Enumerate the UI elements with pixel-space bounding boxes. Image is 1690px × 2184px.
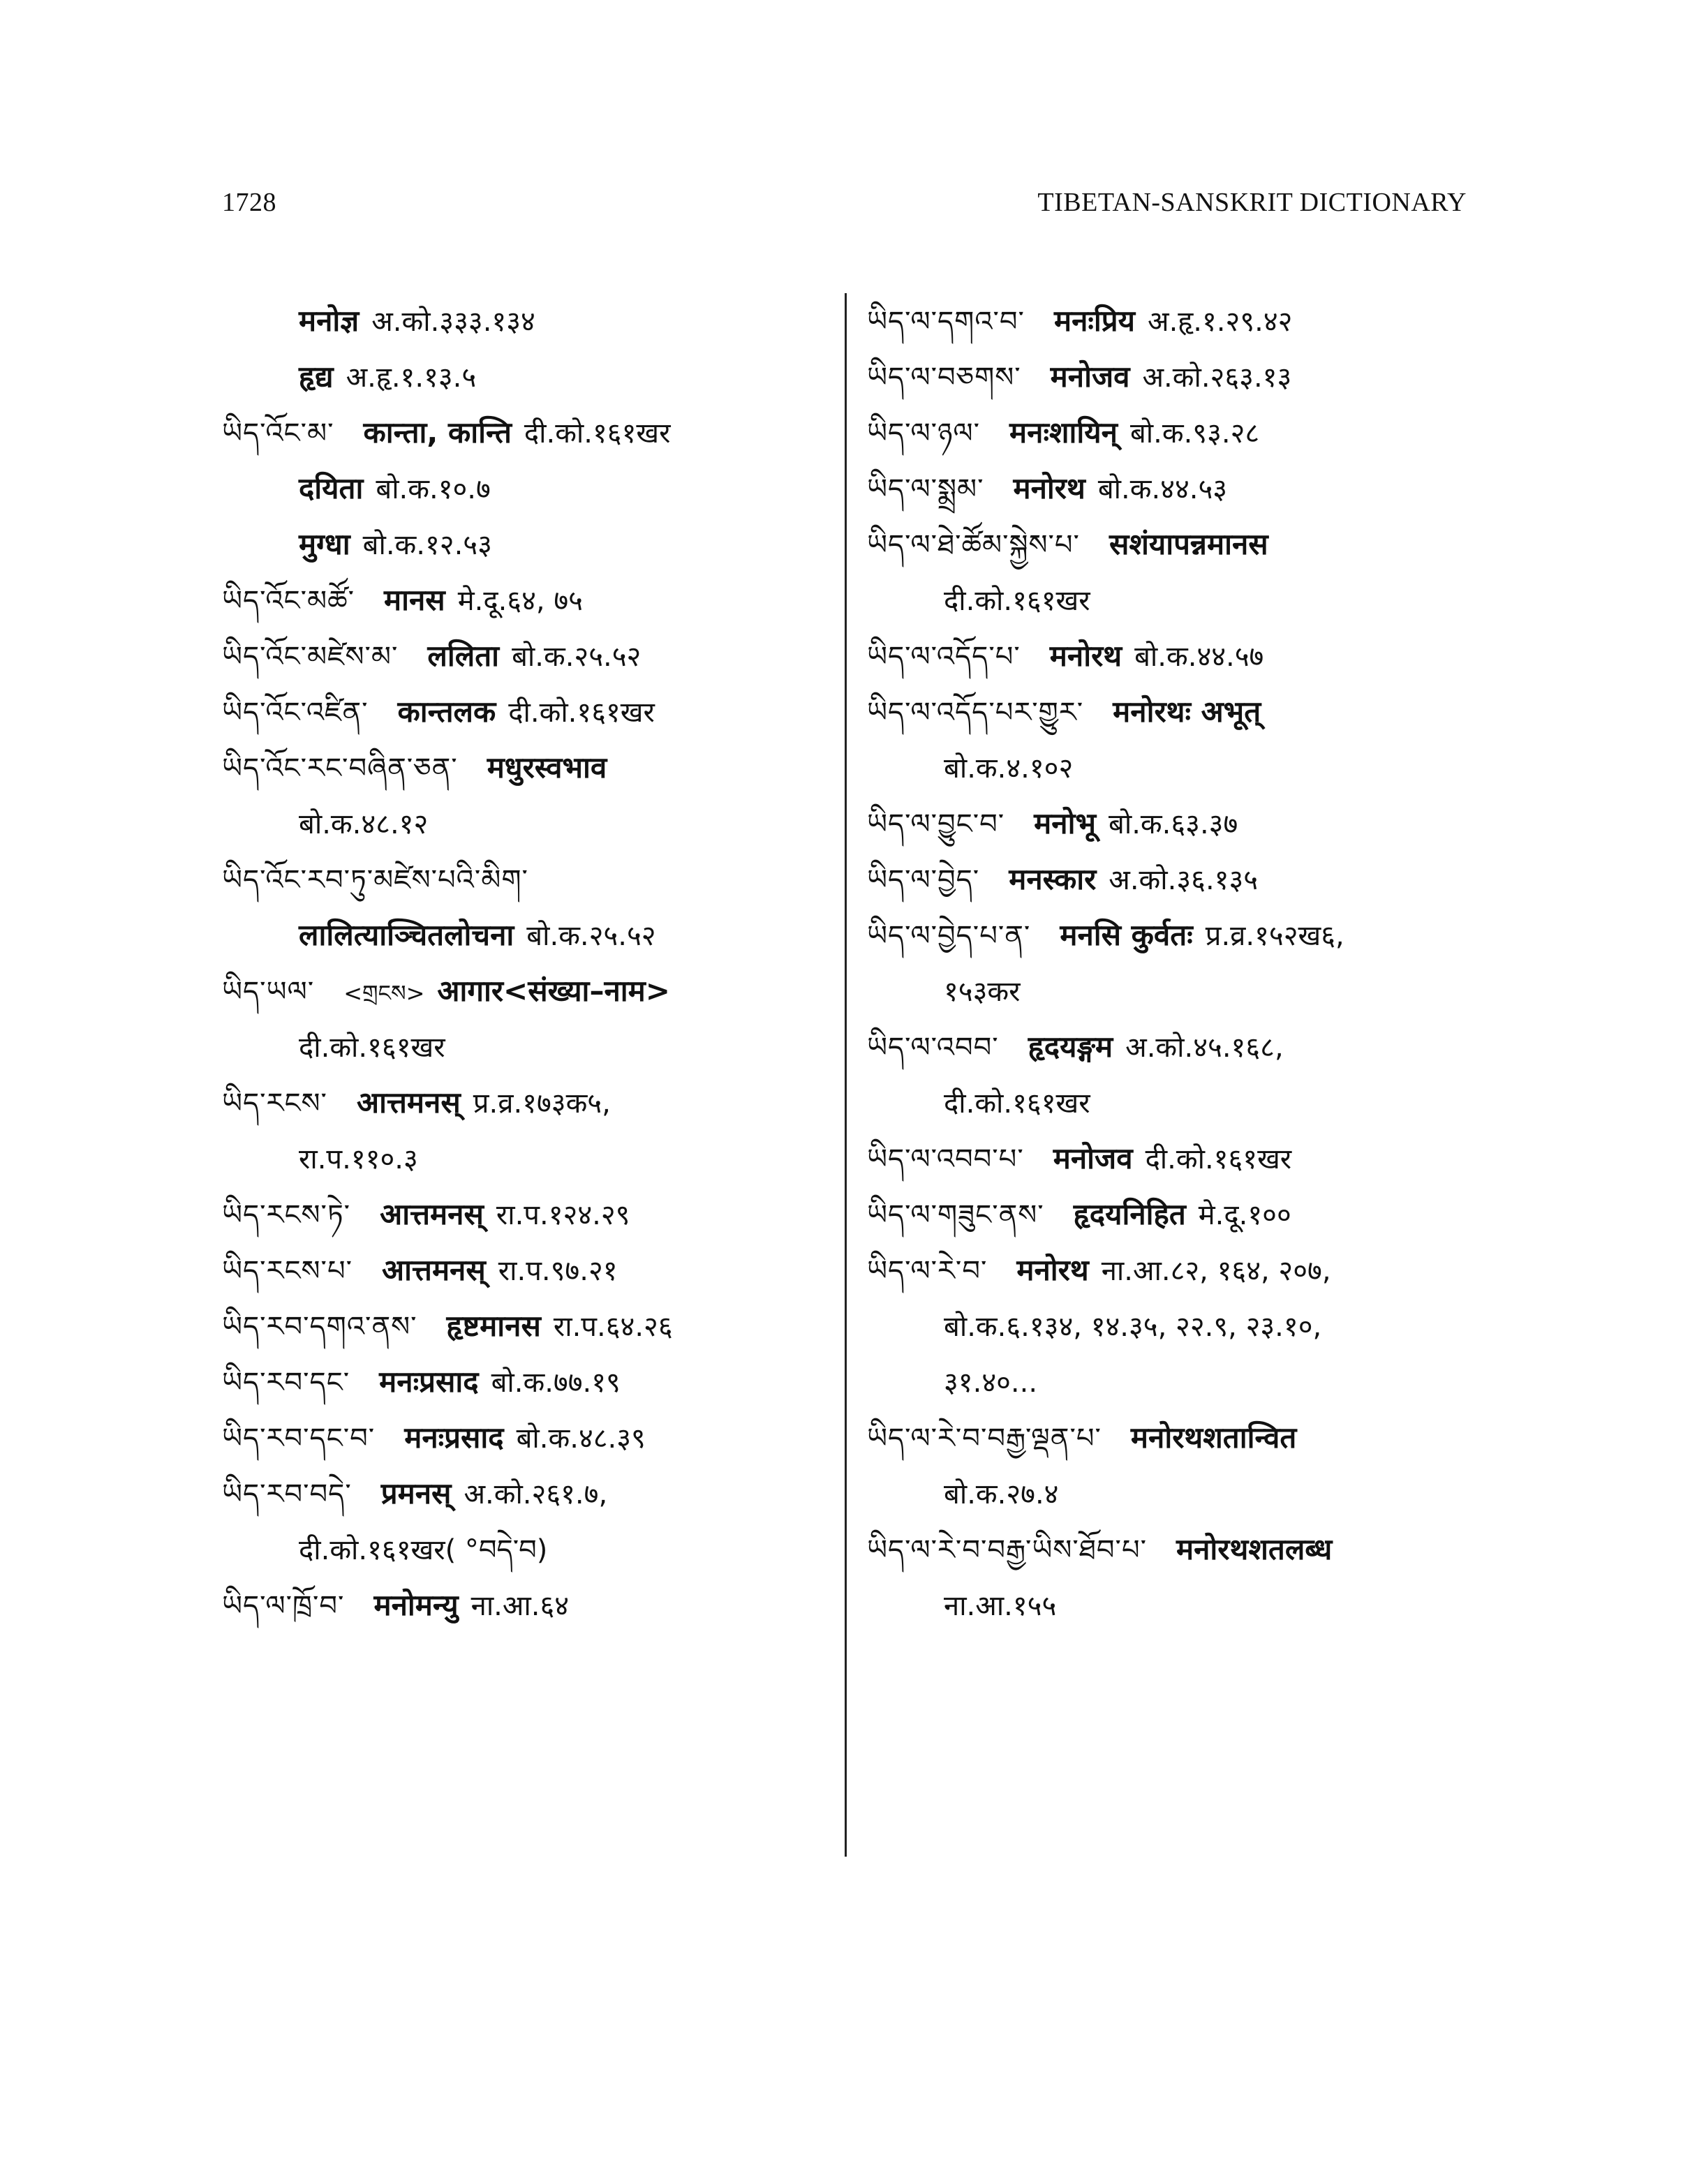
tibetan-headword: ཡིད་རངས་ཏེ་ (222, 1199, 351, 1231)
sanskrit-equivalent: मनोरथ (1049, 639, 1122, 673)
sanskrit-equivalent: मनोभू (1034, 806, 1097, 840)
source-reference: अ.को.३६.१३५ (1109, 864, 1259, 896)
source-reference: बो.क.२७.४ (944, 1478, 1059, 1510)
entry-continuation-line (222, 517, 822, 572)
source-reference: ना.आ.१५५ (944, 1590, 1057, 1622)
entry-continuation-line (222, 461, 822, 517)
tibetan-headword: ཡིད་ལ་བྱེད་པ་ན་ (867, 920, 1031, 952)
page-header (222, 187, 1467, 229)
dictionary-entry (222, 684, 822, 740)
source-reference: बो.क.४८.३९ (516, 1422, 646, 1455)
source-reference: दी.को.१६१खर (299, 1032, 445, 1064)
source-reference: अ.हृ.१.२९.४२ (1148, 306, 1293, 338)
source-reference: बो.क.१२.५३ (362, 529, 492, 561)
sanskrit-equivalent: मनोज्ञ (299, 304, 360, 338)
dictionary-entry (867, 293, 1474, 349)
dictionary-entry (867, 1410, 1474, 1466)
sanskrit-equivalent: दयिता (299, 471, 364, 505)
dictionary-entry (867, 628, 1474, 684)
sanskrit-equivalent: मनोरथशतलब्ध (1176, 1532, 1333, 1566)
tibetan-headword: ཡིད་ལ་ཁྲོ་བ་ (222, 1590, 345, 1622)
entry-continuation-line (867, 740, 1474, 796)
sanskrit-equivalent: मनोजव (1053, 1141, 1133, 1175)
sanskrit-equivalent: मनोरथः अभूत् (1113, 694, 1261, 729)
dictionary-entry (222, 572, 822, 628)
source-reference: १५३कर (944, 976, 1021, 1008)
dictionary-entry (867, 405, 1474, 461)
sanskrit-equivalent: मधुरस्वभाव (487, 750, 607, 785)
source-reference: बो.क.६.१३४, १४.३५, २२.९, २३.१०, (944, 1311, 1322, 1343)
entry-continuation-line (867, 1577, 1474, 1633)
sanskrit-equivalent: आत्तमनस् (380, 1197, 484, 1231)
dictionary-entry (867, 907, 1474, 963)
source-reference: बो.क.४४.५३ (1097, 473, 1228, 505)
source-reference: बो.क.७७.१९ (491, 1367, 621, 1399)
tibetan-headword: ཡིད་འོང་འཛིན་ (222, 697, 369, 729)
column-divider (845, 293, 847, 1857)
dictionary-entry (867, 1242, 1474, 1298)
source-reference: दी.को.१६१खर (1145, 1143, 1292, 1175)
dictionary-entry (222, 1298, 822, 1354)
dictionary-entry (222, 405, 822, 461)
source-reference: बो.क.९३.२८ (1129, 417, 1260, 450)
entry-continuation-line (867, 1075, 1474, 1131)
dictionary-entry (867, 684, 1474, 740)
tibetan-headword: ཡིད་འོང་མཛེས་མ་ (222, 641, 399, 673)
dictionary-entry (867, 1019, 1474, 1075)
tibetan-headword: ཡིད་རབ་དང་བ་ (222, 1422, 376, 1455)
sanskrit-equivalent: सशंयापन्नमानस (1109, 527, 1268, 561)
tibetan-headword: ཡིད་འོང་མཚོ་ (222, 585, 355, 617)
tibetan-headword: ཡིད་འོང་མ་ (222, 417, 334, 450)
entry-continuation-line (222, 1131, 822, 1187)
source-reference: बो.क.४.१०२ (944, 752, 1074, 785)
tibetan-headword: ཡིད་རབ་དགའ་ནས་ (222, 1311, 417, 1343)
entry-continuation-line (867, 572, 1474, 628)
running-title: TIBETAN-SANSKRIT DICTIONARY (1037, 188, 1467, 217)
dictionary-entry (222, 1577, 822, 1633)
source-reference: बो.क.४८.१२ (299, 808, 429, 840)
sanskrit-equivalent: मानस (384, 583, 445, 617)
tibetan-headword: ཡིད་ལ་ཐེ་ཚོམ་སྐྱེས་པ་ (867, 529, 1080, 561)
source-reference: प्र.व्र.१५२ख६, (1205, 920, 1344, 952)
dictionary-entry (222, 1187, 822, 1242)
right-column (867, 293, 1474, 1633)
source-reference: बो.क.४४.५७ (1134, 641, 1264, 673)
sanskrit-equivalent: मनःप्रिय (1053, 304, 1136, 338)
sanskrit-equivalent: आत्तमनस् (382, 1253, 486, 1287)
tibetan-headword: ཡིད་ལ་འདོད་པར་གྱུར་ (867, 697, 1084, 729)
dictionary-entry (222, 1410, 822, 1466)
entry-continuation-line (222, 796, 822, 852)
dictionary-entry (222, 740, 822, 796)
source-reference: बो.क.२५.५२ (526, 920, 656, 952)
tibetan-headword: ཡིད་ལ་རེ་བ་བརྒྱ་ལྡན་པ་ (867, 1422, 1102, 1455)
sanskrit-equivalent: मनःप्रसाद (404, 1420, 504, 1455)
source-reference: रा.प.१२४.२९ (496, 1199, 630, 1231)
tibetan-headword: ཡིད་ལ་བྱུང་བ་ (867, 808, 1005, 840)
sanskrit-equivalent: लालित्याञ्चितलोचना (299, 918, 514, 952)
source-reference: अ.हृ.१.१३.५ (346, 362, 477, 394)
source-reference: रा.प.९७.२१ (498, 1255, 618, 1287)
grammatical-note: <གྲངས> (343, 980, 425, 1006)
dictionary-entry (222, 852, 822, 907)
sanskrit-equivalent: हृष्टमानस (446, 1309, 541, 1343)
sanskrit-equivalent: कान्ता, कान्ति (363, 415, 512, 450)
sanskrit-equivalent: मनोरथशतान्वित (1130, 1420, 1297, 1455)
dictionary-entry (222, 1354, 822, 1410)
entry-continuation-line (222, 907, 822, 963)
sanskrit-equivalent: प्रमनस् (380, 1476, 452, 1510)
dictionary-entry (867, 517, 1474, 572)
sanskrit-equivalent: मनस्कार (1009, 862, 1097, 896)
dictionary-entry (222, 1466, 822, 1522)
sanskrit-equivalent: मनोरथ (1013, 471, 1085, 505)
tibetan-headword: ཡིད་ལ་འབབ་པ་ (867, 1143, 1024, 1175)
sanskrit-equivalent: आगार<संख्या–नाम> (437, 974, 670, 1008)
source-reference: रा.प.११०.३ (299, 1143, 418, 1175)
tibetan-headword: ཡིད་ལ་བཅགས་ (867, 362, 1021, 394)
tibetan-headword: ཡིད་རབ་དང་ (222, 1367, 350, 1399)
sanskrit-equivalent: ललिता (427, 639, 500, 673)
entry-continuation-line (222, 293, 822, 349)
entry-continuation-line (867, 963, 1474, 1019)
dictionary-entry (222, 1075, 822, 1131)
source-reference: अ.को.२६१.७, (464, 1478, 608, 1510)
source-reference: दी.को.१६१खर( °བདེ་བ) (299, 1534, 548, 1566)
tibetan-headword: ཡིད་རངས་པ་ (222, 1255, 353, 1287)
source-reference: ना.आ.६४ (470, 1590, 570, 1622)
tibetan-headword: ཡིད་ལ་འདོད་པ་ (867, 641, 1021, 673)
dictionary-entry (867, 1522, 1474, 1577)
entry-continuation-line (867, 1354, 1474, 1410)
source-reference: बो.क.६३.३७ (1109, 808, 1238, 840)
dictionary-entry (867, 796, 1474, 852)
source-reference: प्र.व्र.१७३क५, (473, 1087, 611, 1120)
dictionary-entry (222, 963, 822, 1019)
tibetan-headword: ཡིད་རངས་ (222, 1087, 327, 1120)
dictionary-entry (867, 1187, 1474, 1242)
tibetan-headword: ཡིད་འོང་རང་བཞིན་ཅན་ (222, 752, 458, 785)
entry-continuation-line (867, 1298, 1474, 1354)
dictionary-entry (222, 628, 822, 684)
dictionary-entry (867, 349, 1474, 405)
entry-continuation-line (222, 1522, 822, 1577)
source-reference: ना.आ.८२, १६४, २०७, (1101, 1255, 1331, 1287)
entry-continuation-line (867, 1466, 1474, 1522)
source-reference: बो.क.२५.५२ (512, 641, 642, 673)
source-reference: अ.को.३३३.१३४ (371, 306, 535, 338)
tibetan-headword: ཡིད་ལ་ཉལ་ (867, 417, 981, 450)
sanskrit-equivalent: मनोमन्यु (373, 1588, 459, 1622)
tibetan-headword: ཡིད་ལ་གཟུང་ནས་ (867, 1199, 1044, 1231)
source-reference: रा.प.६४.२६ (553, 1311, 673, 1343)
sanskrit-equivalent: मनोरथ (1016, 1253, 1089, 1287)
sanskrit-equivalent: मनोजव (1050, 359, 1130, 394)
tibetan-headword: ཡིད་འོང་རབ་ཏུ་མཛེས་པའི་མིག་ (222, 864, 528, 896)
sanskrit-equivalent: हृदयङ्गम (1028, 1030, 1113, 1064)
tibetan-headword: ཡིད་ལ་འབབ་ (867, 1032, 999, 1064)
source-reference: दी.को.१६१खर (944, 1087, 1090, 1120)
tibetan-headword: ཡིད་ལ་བྱེད་ (867, 864, 980, 896)
sanskrit-equivalent: हृदयनिहित (1073, 1197, 1186, 1231)
sanskrit-equivalent: मनःशायिन् (1009, 415, 1118, 450)
sanskrit-equivalent: कान्तलक (397, 694, 496, 729)
source-reference: मे.दू.६४, ७५ (457, 585, 583, 617)
source-reference: दी.को.१६१खर (508, 697, 655, 729)
source-reference: अ.को.४५.१६८, (1125, 1032, 1284, 1064)
entry-continuation-line (222, 1019, 822, 1075)
sanskrit-equivalent: आत्तमनस् (356, 1085, 461, 1120)
sanskrit-equivalent: हृद्य (299, 359, 334, 394)
page-number: 1728 (222, 188, 276, 217)
source-reference: दी.को.१६१खर (944, 585, 1090, 617)
tibetan-headword: ཡིད་རབ་བདེ་ (222, 1478, 352, 1510)
dictionary-entry (867, 852, 1474, 907)
sanskrit-equivalent: मुग्धा (299, 527, 350, 561)
dictionary-entry (867, 461, 1474, 517)
source-reference: दी.को.१६१खर (524, 417, 671, 450)
left-column (222, 293, 822, 1633)
sanskrit-equivalent: मनसि कुर्वतः (1060, 918, 1193, 952)
tibetan-headword: ཡིད་ཡལ་ (222, 976, 315, 1008)
tibetan-headword: ཡིད་ལ་དགའ་བ་ (867, 306, 1025, 338)
tibetan-headword: ཡིད་ལ་རེ་བ་ (867, 1255, 988, 1287)
dictionary-entry (867, 1131, 1474, 1187)
tibetan-headword: ཡིད་ལ་སྨྲམ་ (867, 473, 984, 505)
tibetan-headword: ཡིད་ལ་རེ་བ་བརྒྱ་ཡིས་ཐོབ་པ་ (867, 1534, 1147, 1566)
source-reference: मे.दू.१०० (1198, 1199, 1291, 1231)
entry-continuation-line (222, 349, 822, 405)
dictionary-entry (222, 1242, 822, 1298)
sanskrit-equivalent: मनःप्रसाद (379, 1365, 479, 1399)
source-reference: ३१.४०... (944, 1367, 1038, 1399)
source-reference: बो.क.१०.७ (376, 473, 491, 505)
source-reference: अ.को.२६३.१३ (1142, 362, 1292, 394)
